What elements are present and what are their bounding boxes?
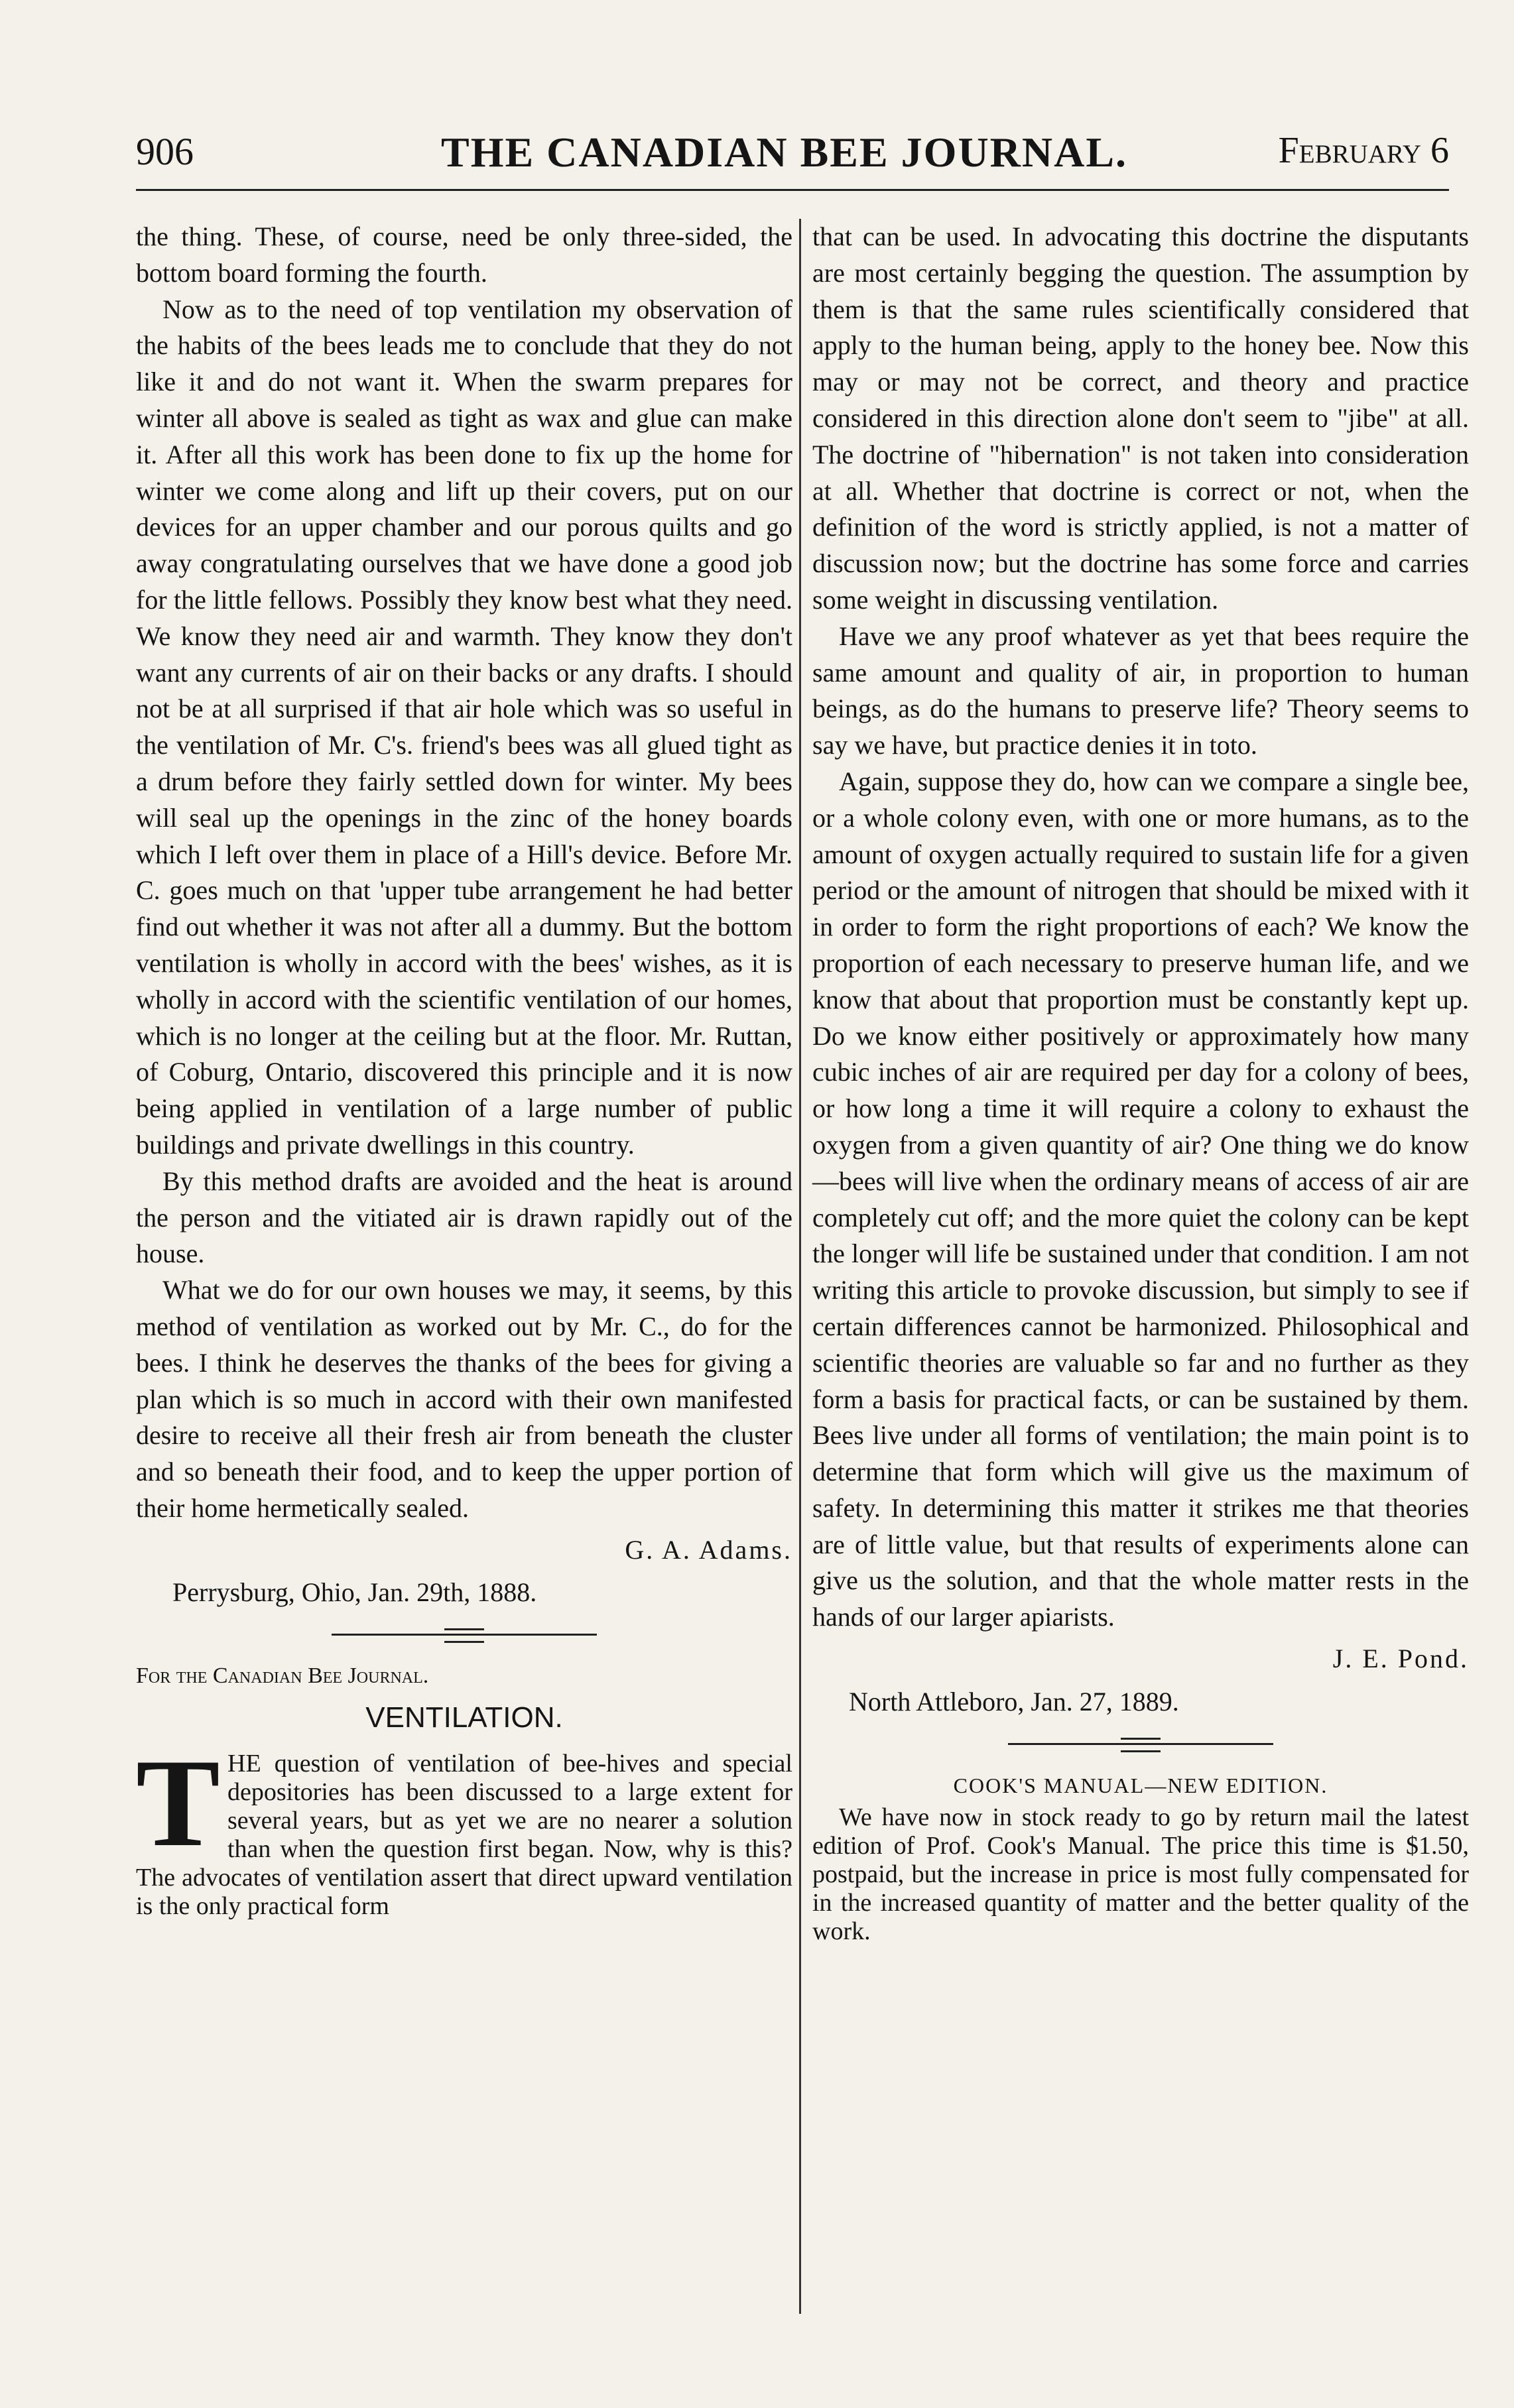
dropcap-letter: T (136, 1733, 220, 1873)
dateline: North Attleboro, Jan. 27, 1889. (849, 1686, 1179, 1716)
column-divider (799, 219, 801, 2314)
paragraph: Now as to the need of top ventilation my observation of the habits of the bees leads me to conclude that they do not like it and do not want it. When the swarm prepares for winter all above is sealed as tight as wax and glue can make it. After all this work has been done to fix up the home for winter we come along and lift up their covers, put on our devices for an upper chamber and our porous quilts and go away congratulating ourselves that we have done a good job for the little fellows. Possibly they know best what they need. We know they need air and warmth. They know they don't want any currents of air on their backs or any drafts. I should not be at all surprised if that air hole which was so useful in the ventilation of Mr. C's. friend's bees was all glued tight as a drum before they fairly settled down for winter. My bees will seal up the openings in the zinc of the honey boards which I left over them in place of a Hill's device. Before Mr. C. goes much on that 'upper tube arrangement he had better find out whether it was not after all a dummy. But the bottom ventilation is wholly in accord with the bees' wishes, as it is wholly in accord with the scientific ventilation of our homes, which is no longer at the ceiling but at the floor. Mr. Ruttan, of Coburg, Ontario, discovered this principle and it is now being applied in ventilation of a large number of public buildings and private dwellings in this country. (136, 294, 792, 1160)
paragraph: What we do for our own houses we may, it seems, by this method of ventilation as worked out by Mr. C., do for the bees. I think he deserves the thanks of the bees for giving a plan which is so much in accord with their own manifested desire to receive all their fresh air from beneath the cluster and so beneath their food, and to keep the upper portion of their home hermetically sealed. (136, 1275, 792, 1523)
paragraph: the thing. These, of course, need be only three-sided, the bottom board forming the fourth. (136, 221, 792, 288)
paragraph: Have we any proof whatever as yet that bees require the same amount and quality of air, in proportion to human beings, as do the humans to preserve life? Theory seems to say we have, but practice denies it in toto. (812, 621, 1469, 760)
notice-text: We have now in stock ready to go by return mail the latest edition of Prof. Cook's Manual. The price this time is $1.50, postpaid, but the increase in price is most fully compensated for in the increased quantity of matter and the better quality of the work. (812, 1803, 1469, 1946)
article-opening (136, 1733, 792, 1921)
right-column (812, 219, 1469, 1946)
issue-date: February 6 (1278, 130, 1449, 171)
section-divider (332, 1634, 597, 1636)
left-column (136, 219, 792, 1921)
author-signature: G. A. Adams. (625, 1534, 792, 1565)
paragraph: Again, suppose they do, how can we compare a single bee, or a whole colony even, with one or more humans, as to the amount of oxygen actually required to sustain life for a given period or the amount of nitrogen that should be mixed with it in order to form the right proportions of each? We know the proportion of each necessary to preserve human life, and we know that about that proportion must be constantly kept up. Do we know either positively or approximately how many cubic inches of air are required per day for a colony of bees, or how long a time it will require a colony to exhaust the oxygen from a given quantity of air? One thing we do know—bees will live when the ordinary means of access of air are completely cut off; and the more quiet the colony can be kept the longer will life be sustained under that condition. I am not writing this article to provoke discussion, but simply to see if certain differences cannot be harmonized. Philosophical and scientific theories are valuable so far and no further as they form a basis for practical facts, or can be sustained by them. Bees live under all forms of ventilation; the main point is to determine that form which will give us the maximum of safety. In determining this matter it strikes me that theories are of little value, but that results of experiments alone can give us the solution, and that the whole matter rests in the hands of our larger apiarists. (812, 766, 1469, 1632)
dateline: Perrysburg, Ohio, Jan. 29th, 1888. (172, 1577, 537, 1608)
paragraph: By this method drafts are avoided and the heat is around the person and the vitiated air is drawn rapidly out of the house. (136, 1166, 792, 1269)
notice-heading: COOK'S MANUAL—NEW EDITION. (953, 1773, 1328, 1797)
article-heading: VENTILATION. (365, 1701, 563, 1734)
page-header (136, 116, 1449, 191)
paragraph: that can be used. In advocating this doctrine the disputants are most certainly begging the question. The assumption by them is that the same rules scientifically considered that apply to the human being, apply to the honey bee. Now this may or may not be correct, and theory and practice considered in this direction alone don't seem to "jibe" at all. The doctrine of "hibernation" is not taken into consideration at all. Whether that doctrine is correct or not, when the definition of the word is strictly applied, is not a matter of discussion now; but the doctrine has some force and carries some weight in discussing ventilation. (812, 221, 1469, 615)
page-number: 906 (136, 130, 194, 173)
author-signature: J. E. Pond. (1332, 1644, 1469, 1674)
journal-title: THE CANADIAN BEE JOURNAL. (441, 129, 1127, 176)
section-divider (1008, 1743, 1273, 1745)
source-line: For the Canadian Bee Journal. (136, 1663, 429, 1689)
article-text: HE question of ventilation of bee-hives and special depositories has been discussed to a large extent for several years, but as yet we are no nearer a solution than when the question first began. Now, why is this? The advocates of ventilation assert that direct upward ventilation is the only practical form (136, 1749, 792, 1920)
